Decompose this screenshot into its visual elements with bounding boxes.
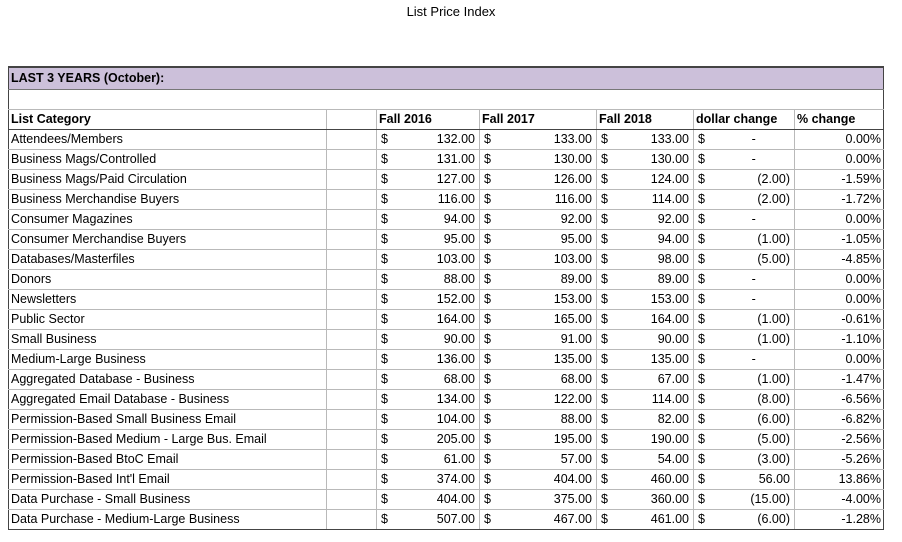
percent-change-cell[interactable]: -1.28% xyxy=(795,510,884,530)
dollar-change-cell[interactable]: (8.00) xyxy=(716,390,795,410)
fall-2018-cell[interactable]: 89.00 xyxy=(619,270,694,290)
header-percent-change[interactable]: % change xyxy=(795,110,884,130)
currency-cell[interactable]: $ xyxy=(377,350,399,370)
currency-cell[interactable]: $ xyxy=(377,510,399,530)
currency-cell[interactable]: $ xyxy=(597,210,619,230)
table-row xyxy=(9,290,884,310)
currency-cell[interactable]: $ xyxy=(694,230,716,250)
dollar-change-cell[interactable]: (5.00) xyxy=(716,430,795,450)
dollar-change-cell[interactable]: - xyxy=(716,270,795,290)
dollar-change-cell[interactable]: (3.00) xyxy=(716,450,795,470)
dollar-change-cell[interactable]: - xyxy=(716,290,795,310)
currency-cell[interactable]: $ xyxy=(597,250,619,270)
category-cell[interactable]: Newsletters xyxy=(9,290,327,310)
currency-cell[interactable]: $ xyxy=(377,490,399,510)
percent-change-cell[interactable]: -4.85% xyxy=(795,250,884,270)
table-row xyxy=(9,230,884,250)
fall-2018-cell[interactable]: 135.00 xyxy=(619,350,694,370)
table-row xyxy=(9,150,884,170)
percent-change-cell[interactable]: -6.82% xyxy=(795,410,884,430)
currency-cell[interactable]: $ xyxy=(480,250,502,270)
fall-2017-cell[interactable]: 165.00 xyxy=(502,310,597,330)
fall-2017-cell[interactable]: 126.00 xyxy=(502,170,597,190)
currency-cell[interactable]: $ xyxy=(597,390,619,410)
currency-cell[interactable]: $ xyxy=(597,310,619,330)
category-cell[interactable]: Permission-Based Small Business Email xyxy=(9,410,327,430)
fall-2016-cell[interactable]: 68.00 xyxy=(399,370,480,390)
category-cell[interactable]: Small Business xyxy=(9,330,327,350)
fall-2016-cell[interactable]: 404.00 xyxy=(399,490,480,510)
currency-cell[interactable]: $ xyxy=(694,250,716,270)
percent-change-cell[interactable]: 13.86% xyxy=(795,470,884,490)
currency-cell[interactable]: $ xyxy=(377,190,399,210)
currency-cell[interactable]: $ xyxy=(377,150,399,170)
currency-cell[interactable]: $ xyxy=(480,190,502,210)
dollar-change-cell[interactable]: - xyxy=(716,210,795,230)
blank-cell[interactable] xyxy=(9,90,795,110)
currency-cell[interactable]: $ xyxy=(694,330,716,350)
percent-change-cell[interactable]: -1.59% xyxy=(795,170,884,190)
currency-cell[interactable]: $ xyxy=(377,210,399,230)
currency-cell[interactable]: $ xyxy=(597,170,619,190)
fall-2016-cell[interactable]: 136.00 xyxy=(399,350,480,370)
fall-2017-cell[interactable]: 68.00 xyxy=(502,370,597,390)
spacer-cell[interactable] xyxy=(327,250,377,270)
dollar-change-cell[interactable]: - xyxy=(716,350,795,370)
fall-2018-cell[interactable]: 190.00 xyxy=(619,430,694,450)
fall-2016-cell[interactable]: 88.00 xyxy=(399,270,480,290)
fall-2018-cell[interactable]: 153.00 xyxy=(619,290,694,310)
header-dollar-change[interactable]: dollar change xyxy=(694,110,795,130)
spacer-cell[interactable] xyxy=(327,430,377,450)
dollar-change-cell[interactable]: (1.00) xyxy=(716,370,795,390)
currency-cell[interactable]: $ xyxy=(694,270,716,290)
currency-cell[interactable]: $ xyxy=(480,170,502,190)
header-fall-2016[interactable]: Fall 2016 xyxy=(377,110,480,130)
percent-change-cell[interactable]: -2.56% xyxy=(795,430,884,450)
currency-cell[interactable]: $ xyxy=(377,410,399,430)
spacer-cell[interactable] xyxy=(327,470,377,490)
fall-2016-cell[interactable]: 90.00 xyxy=(399,330,480,350)
currency-cell[interactable]: $ xyxy=(694,210,716,230)
dollar-change-cell[interactable]: (15.00) xyxy=(716,490,795,510)
currency-cell[interactable]: $ xyxy=(480,230,502,250)
currency-cell[interactable]: $ xyxy=(377,250,399,270)
category-cell[interactable]: Permission-Based Int'l Email xyxy=(9,470,327,490)
table-row xyxy=(9,210,884,230)
currency-cell[interactable]: $ xyxy=(377,310,399,330)
fall-2018-cell[interactable]: 460.00 xyxy=(619,470,694,490)
currency-cell[interactable]: $ xyxy=(480,390,502,410)
currency-cell[interactable]: $ xyxy=(480,430,502,450)
currency-cell[interactable]: $ xyxy=(597,490,619,510)
category-cell[interactable]: Donors xyxy=(9,270,327,290)
currency-cell[interactable]: $ xyxy=(694,150,716,170)
column-header-row xyxy=(9,110,884,130)
fall-2016-cell[interactable]: 127.00 xyxy=(399,170,480,190)
category-cell[interactable]: Business Mags/Controlled xyxy=(9,150,327,170)
currency-cell[interactable]: $ xyxy=(694,510,716,530)
table-row xyxy=(9,450,884,470)
fall-2017-cell[interactable]: 404.00 xyxy=(502,470,597,490)
fall-2017-cell[interactable]: 195.00 xyxy=(502,430,597,450)
percent-change-cell[interactable]: 0.00% xyxy=(795,290,884,310)
currency-cell[interactable]: $ xyxy=(694,130,716,150)
currency-cell[interactable]: $ xyxy=(377,330,399,350)
fall-2017-cell[interactable]: 122.00 xyxy=(502,390,597,410)
currency-cell[interactable]: $ xyxy=(480,410,502,430)
table-row xyxy=(9,410,884,430)
fall-2018-cell[interactable]: 133.00 xyxy=(619,130,694,150)
currency-cell[interactable]: $ xyxy=(597,190,619,210)
currency-cell[interactable]: $ xyxy=(480,270,502,290)
spacer-cell[interactable] xyxy=(327,350,377,370)
fall-2017-cell[interactable]: 116.00 xyxy=(502,190,597,210)
section-label[interactable]: LAST 3 YEARS (October): xyxy=(9,67,884,90)
spacer-cell[interactable] xyxy=(327,330,377,350)
dollar-change-cell[interactable]: (1.00) xyxy=(716,330,795,350)
spacer-cell[interactable] xyxy=(327,190,377,210)
currency-cell[interactable]: $ xyxy=(480,310,502,330)
fall-2016-cell[interactable]: 116.00 xyxy=(399,190,480,210)
fall-2018-cell[interactable]: 67.00 xyxy=(619,370,694,390)
fall-2017-cell[interactable]: 91.00 xyxy=(502,330,597,350)
percent-change-cell[interactable]: -1.05% xyxy=(795,230,884,250)
category-cell[interactable]: Attendees/Members xyxy=(9,130,327,150)
spacer-cell[interactable] xyxy=(327,210,377,230)
currency-cell[interactable]: $ xyxy=(480,470,502,490)
fall-2017-cell[interactable]: 153.00 xyxy=(502,290,597,310)
fall-2017-cell[interactable]: 89.00 xyxy=(502,270,597,290)
currency-cell[interactable]: $ xyxy=(377,130,399,150)
category-cell[interactable]: Consumer Magazines xyxy=(9,210,327,230)
currency-cell[interactable]: $ xyxy=(694,170,716,190)
table-row xyxy=(9,270,884,290)
category-cell[interactable]: Medium-Large Business xyxy=(9,350,327,370)
header-list-category[interactable]: List Category xyxy=(9,110,327,130)
table-row xyxy=(9,350,884,370)
currency-cell[interactable]: $ xyxy=(597,450,619,470)
currency-cell[interactable]: $ xyxy=(377,430,399,450)
fall-2017-cell[interactable]: 133.00 xyxy=(502,130,597,150)
fall-2018-cell[interactable]: 130.00 xyxy=(619,150,694,170)
currency-cell[interactable]: $ xyxy=(480,450,502,470)
currency-cell[interactable]: $ xyxy=(597,470,619,490)
currency-cell[interactable]: $ xyxy=(597,510,619,530)
currency-cell[interactable]: $ xyxy=(480,370,502,390)
spacer-cell[interactable] xyxy=(327,270,377,290)
currency-cell[interactable]: $ xyxy=(377,230,399,250)
currency-cell[interactable]: $ xyxy=(597,230,619,250)
table-row xyxy=(9,170,884,190)
currency-cell[interactable]: $ xyxy=(480,210,502,230)
category-cell[interactable]: Consumer Merchandise Buyers xyxy=(9,230,327,250)
dollar-change-cell[interactable]: (5.00) xyxy=(716,250,795,270)
currency-cell[interactable]: $ xyxy=(480,510,502,530)
percent-change-cell[interactable]: -1.72% xyxy=(795,190,884,210)
currency-cell[interactable]: $ xyxy=(694,290,716,310)
dollar-change-cell[interactable]: (6.00) xyxy=(716,510,795,530)
fall-2018-cell[interactable]: 54.00 xyxy=(619,450,694,470)
category-cell[interactable]: Aggregated Database - Business xyxy=(9,370,327,390)
currency-cell[interactable]: $ xyxy=(480,150,502,170)
currency-cell[interactable]: $ xyxy=(480,490,502,510)
spacer-cell[interactable] xyxy=(327,510,377,530)
currency-cell[interactable]: $ xyxy=(377,470,399,490)
fall-2016-cell[interactable]: 131.00 xyxy=(399,150,480,170)
spacer-cell[interactable] xyxy=(327,450,377,470)
currency-cell[interactable]: $ xyxy=(597,430,619,450)
fall-2017-cell[interactable]: 375.00 xyxy=(502,490,597,510)
header-fall-2017[interactable]: Fall 2017 xyxy=(480,110,597,130)
fall-2017-cell[interactable]: 92.00 xyxy=(502,210,597,230)
dollar-change-cell[interactable]: (2.00) xyxy=(716,170,795,190)
dollar-change-cell[interactable]: (1.00) xyxy=(716,230,795,250)
fall-2018-cell[interactable]: 90.00 xyxy=(619,330,694,350)
dollar-change-cell[interactable]: (1.00) xyxy=(716,310,795,330)
spacer-cell[interactable] xyxy=(327,290,377,310)
fall-2017-cell[interactable]: 88.00 xyxy=(502,410,597,430)
percent-change-cell[interactable]: -0.61% xyxy=(795,310,884,330)
dollar-change-cell[interactable]: - xyxy=(716,150,795,170)
currency-cell[interactable]: $ xyxy=(597,330,619,350)
header-fall-2018[interactable]: Fall 2018 xyxy=(597,110,694,130)
spacer-cell[interactable] xyxy=(327,490,377,510)
currency-cell[interactable]: $ xyxy=(597,290,619,310)
fall-2017-cell[interactable]: 103.00 xyxy=(502,250,597,270)
dollar-change-cell[interactable]: - xyxy=(716,130,795,150)
currency-cell[interactable]: $ xyxy=(694,410,716,430)
spacer-cell[interactable] xyxy=(327,150,377,170)
dollar-change-cell[interactable]: 56.00 xyxy=(716,470,795,490)
percent-change-cell[interactable]: -4.00% xyxy=(795,490,884,510)
fall-2017-cell[interactable]: 95.00 xyxy=(502,230,597,250)
currency-cell[interactable]: $ xyxy=(377,290,399,310)
currency-cell[interactable]: $ xyxy=(480,290,502,310)
percent-change-cell[interactable]: 0.00% xyxy=(795,150,884,170)
currency-cell[interactable]: $ xyxy=(377,450,399,470)
category-cell[interactable]: Aggregated Email Database - Business xyxy=(9,390,327,410)
fall-2016-cell[interactable]: 507.00 xyxy=(399,510,480,530)
fall-2017-cell[interactable]: 135.00 xyxy=(502,350,597,370)
category-cell[interactable]: Permission-Based Medium - Large Bus. Email xyxy=(9,430,327,450)
spacer-cell[interactable] xyxy=(327,130,377,150)
fall-2018-cell[interactable]: 461.00 xyxy=(619,510,694,530)
category-cell[interactable]: Databases/Masterfiles xyxy=(9,250,327,270)
category-cell[interactable]: Public Sector xyxy=(9,310,327,330)
currency-cell[interactable]: $ xyxy=(597,410,619,430)
spacer-cell[interactable] xyxy=(327,390,377,410)
category-cell[interactable]: Business Mags/Paid Circulation xyxy=(9,170,327,190)
fall-2016-cell[interactable]: 94.00 xyxy=(399,210,480,230)
currency-cell[interactable]: $ xyxy=(597,130,619,150)
currency-cell[interactable]: $ xyxy=(377,390,399,410)
page-title: List Price Index xyxy=(406,4,496,19)
spacer-cell[interactable] xyxy=(327,310,377,330)
fall-2016-cell[interactable]: 104.00 xyxy=(399,410,480,430)
fall-2016-cell[interactable]: 103.00 xyxy=(399,250,480,270)
percent-change-cell[interactable]: -5.26% xyxy=(795,450,884,470)
table-row xyxy=(9,330,884,350)
spacer-cell[interactable] xyxy=(327,370,377,390)
currency-cell[interactable]: $ xyxy=(377,370,399,390)
fall-2016-cell[interactable]: 374.00 xyxy=(399,470,480,490)
percent-change-cell[interactable]: 0.00% xyxy=(795,210,884,230)
fall-2016-cell[interactable]: 95.00 xyxy=(399,230,480,250)
fall-2018-cell[interactable]: 114.00 xyxy=(619,190,694,210)
currency-cell[interactable]: $ xyxy=(694,430,716,450)
currency-cell[interactable]: $ xyxy=(694,310,716,330)
fall-2018-cell[interactable]: 92.00 xyxy=(619,210,694,230)
currency-cell[interactable]: $ xyxy=(377,170,399,190)
blank-cell[interactable] xyxy=(795,90,884,110)
fall-2018-cell[interactable]: 114.00 xyxy=(619,390,694,410)
percent-change-cell[interactable]: 0.00% xyxy=(795,270,884,290)
currency-cell[interactable]: $ xyxy=(694,350,716,370)
header-spacer[interactable] xyxy=(327,110,377,130)
table-row xyxy=(9,430,884,450)
blank-row xyxy=(9,90,884,110)
table-row xyxy=(9,490,884,510)
category-cell[interactable]: Data Purchase - Medium-Large Business xyxy=(9,510,327,530)
percent-change-cell[interactable]: 0.00% xyxy=(795,350,884,370)
currency-cell[interactable]: $ xyxy=(597,270,619,290)
table-row xyxy=(9,130,884,150)
currency-cell[interactable]: $ xyxy=(694,190,716,210)
currency-cell[interactable]: $ xyxy=(694,490,716,510)
spacer-cell[interactable] xyxy=(327,230,377,250)
fall-2016-cell[interactable]: 132.00 xyxy=(399,130,480,150)
fall-2016-cell[interactable]: 205.00 xyxy=(399,430,480,450)
fall-2018-cell[interactable]: 124.00 xyxy=(619,170,694,190)
fall-2016-cell[interactable]: 134.00 xyxy=(399,390,480,410)
currency-cell[interactable]: $ xyxy=(694,450,716,470)
currency-cell[interactable]: $ xyxy=(694,390,716,410)
table-row xyxy=(9,510,884,530)
percent-change-cell[interactable]: 0.00% xyxy=(795,130,884,150)
fall-2018-cell[interactable]: 98.00 xyxy=(619,250,694,270)
spacer-cell[interactable] xyxy=(327,410,377,430)
spacer-cell[interactable] xyxy=(327,170,377,190)
percent-change-cell[interactable]: -1.47% xyxy=(795,370,884,390)
currency-cell[interactable]: $ xyxy=(597,350,619,370)
table-row xyxy=(9,370,884,390)
percent-change-cell[interactable]: -6.56% xyxy=(795,390,884,410)
dollar-change-cell[interactable]: (2.00) xyxy=(716,190,795,210)
currency-cell[interactable]: $ xyxy=(694,470,716,490)
fall-2018-cell[interactable]: 82.00 xyxy=(619,410,694,430)
category-cell[interactable]: Business Merchandise Buyers xyxy=(9,190,327,210)
fall-2017-cell[interactable]: 467.00 xyxy=(502,510,597,530)
fall-2016-cell[interactable]: 164.00 xyxy=(399,310,480,330)
table-row xyxy=(9,250,884,270)
currency-cell[interactable]: $ xyxy=(480,330,502,350)
fall-2018-cell[interactable]: 164.00 xyxy=(619,310,694,330)
currency-cell[interactable]: $ xyxy=(694,370,716,390)
section-header-row xyxy=(9,67,884,90)
table-row xyxy=(9,390,884,410)
category-cell[interactable]: Permission-Based BtoC Email xyxy=(9,450,327,470)
fall-2018-cell[interactable]: 360.00 xyxy=(619,490,694,510)
percent-change-cell[interactable]: -1.10% xyxy=(795,330,884,350)
currency-cell[interactable]: $ xyxy=(480,130,502,150)
table-row xyxy=(9,310,884,330)
fall-2016-cell[interactable]: 61.00 xyxy=(399,450,480,470)
currency-cell[interactable]: $ xyxy=(597,150,619,170)
fall-2017-cell[interactable]: 57.00 xyxy=(502,450,597,470)
category-cell[interactable]: Data Purchase - Small Business xyxy=(9,490,327,510)
currency-cell[interactable]: $ xyxy=(377,270,399,290)
fall-2016-cell[interactable]: 152.00 xyxy=(399,290,480,310)
currency-cell[interactable]: $ xyxy=(480,350,502,370)
table-row xyxy=(9,470,884,490)
dollar-change-cell[interactable]: (6.00) xyxy=(716,410,795,430)
table-row xyxy=(9,190,884,210)
price-index-table xyxy=(8,66,884,530)
fall-2017-cell[interactable]: 130.00 xyxy=(502,150,597,170)
fall-2018-cell[interactable]: 94.00 xyxy=(619,230,694,250)
currency-cell[interactable]: $ xyxy=(597,370,619,390)
